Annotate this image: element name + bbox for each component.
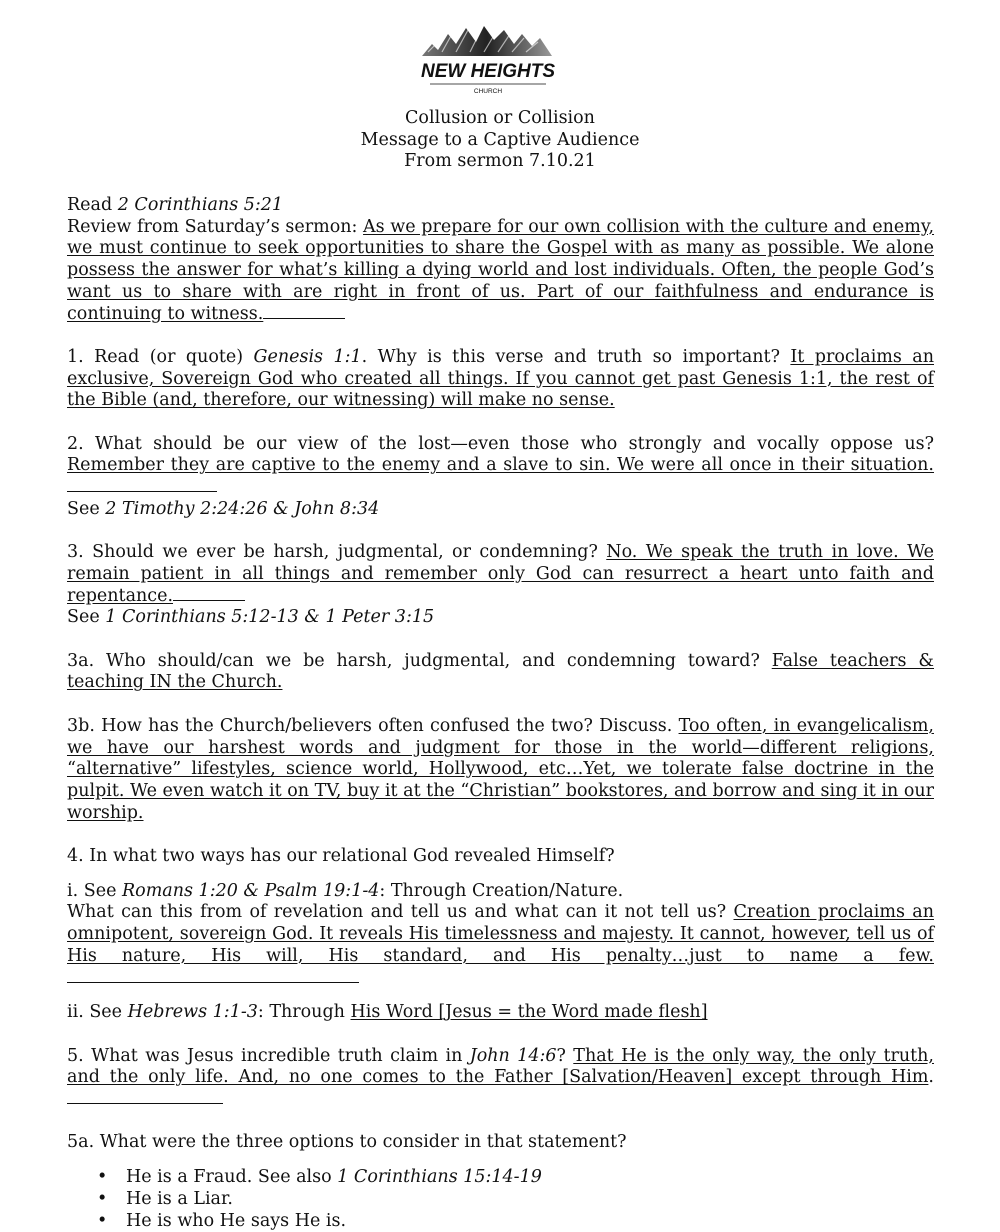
- read-line: [67, 195, 934, 217]
- scripture-ref: 1 Corinthians 5:12-13 & 1 Peter 3:15: [105, 607, 435, 628]
- bullet-icon: •: [97, 1188, 108, 1209]
- document-body: [67, 195, 934, 1232]
- document-subtitle: Message to a Captive Audience: [360, 129, 640, 150]
- answer-blank: [67, 1089, 223, 1104]
- question-3b: 3b. How has the Church/believers often confused the two? Discuss. Too often, in evangelicalism, we have our harshest words and judgment for those in the world—different religions, “alternative” lifestyles, science world, Hollywood, etc…Yet, we tolerate false doctrine in the pulpit. We even watch it on TV, buy it at the “Christian” bookstores, and borrow and sing it in our worship.: [67, 715, 934, 823]
- read-prefix: Read: [67, 195, 118, 215]
- options-list: [67, 1167, 934, 1232]
- answer-text: His Word [Jesus = the Word made flesh]: [350, 1002, 708, 1023]
- scripture-ref: Romans 1:20 & Psalm 19:1-4: [122, 880, 380, 901]
- scripture-ref: Hebrews 1:1-3: [127, 1002, 258, 1023]
- answer-text: It proclaims an exclusive, Sovereign God who created all things. If you cannot get past Genesis 1:1, the rest of the Bible (and, therefore, our witnessing) will make no sense.: [67, 346, 934, 411]
- see-reference: See 2 Timothy 2:24:26 & John 8:34: [67, 498, 380, 519]
- question-4-i: i. See Romans 1:20 & Psalm 19:1-4: Through Creation/Nature. What can this from of revelation and tell us and what can it not tell us? Creation proclaims an omnipotent, sovereign God. It reveals His timelessness and majesty. It cannot, however, tell us of His nature, His will, His standard, and His penalty…just to name a few.: [67, 881, 934, 990]
- scripture-ref: 2 Timothy 2:24:26 & John 8:34: [105, 498, 380, 519]
- scripture-ref: Genesis 1:1: [253, 346, 362, 367]
- question-2: 2. What should be our view of the lost—even those who strongly and vocally oppose us? Remember they are captive to the enemy and a slave to sin. We were all once in their situation. See 2 Timothy 2:24:26 & John 8:34: [67, 433, 934, 519]
- scripture-ref: 1 Corinthians 15:14-19: [337, 1167, 542, 1188]
- answer-blank: [67, 968, 359, 983]
- question-3a: 3a. Who should/can we be harsh, judgmental, and condemning toward? False teachers & teaching IN the Church.: [67, 650, 934, 693]
- answer-text: Too often, in evangelicalism, we have our harshest words and judgment for those in the world—different religions, “alternative” lifestyles, science world, Hollywood, etc…Yet, we tolerate false doctrine in the pulpit. We even watch it on TV, buy it at the “Christian” bookstores, and borrow and sing it in our worship.: [67, 715, 934, 823]
- answer-text: Remember they are captive to the enemy and a slave to sin. We were all once in their situation.: [67, 455, 934, 476]
- see-reference: See 1 Corinthians 5:12-13 & 1 Peter 3:15: [67, 607, 435, 628]
- logo-subtitle: CHURCH: [473, 88, 503, 95]
- church-logo: [418, 22, 558, 98]
- document-title: Collusion or Collision: [405, 108, 595, 128]
- question-5a: 5a. What were the three options to consider in that statement?: [67, 1132, 627, 1153]
- question-5: 5. What was Jesus incredible truth claim in John 14:6? That He is the only way, the only truth, and the only life. And, no one comes to the Father [Salvation/Heaven] except through Him.: [67, 1046, 934, 1111]
- mountain-logo-icon: [418, 22, 558, 98]
- bullet-icon: •: [97, 1210, 108, 1231]
- sermon-date: From sermon 7.10.21: [404, 151, 596, 172]
- answer-text: False teachers & teaching IN the Church.: [67, 650, 934, 693]
- question-4-ii: ii. See Hebrews 1:1-3: Through His Word [Jesus = the Word made flesh]: [67, 1002, 708, 1023]
- list-item: • He is a Fraud. See also 1 Corinthians 15:14-19: [97, 1167, 542, 1188]
- review-prefix: Review from Saturday’s sermon:: [67, 216, 364, 237]
- answer-text: No. We speak the truth in love. We remain patient in all things and remember only God can resurrect a heart unto faith and repentance.: [67, 542, 934, 606]
- answer-text: That He is the only way, the only truth, and the only life. And, no one comes to the Father [Salvation/Heaven] except through Him: [67, 1045, 934, 1088]
- bullet-icon: •: [97, 1167, 108, 1188]
- answer-blank: [263, 304, 345, 319]
- list-item: • He is a Liar.: [97, 1188, 233, 1209]
- answer-blank: [173, 586, 245, 601]
- review-paragraph: [67, 217, 934, 326]
- answer-text: Creation proclaims an omnipotent, sovereign God. It reveals His timelessness and majesty. It cannot, however, tell us of His nature, His will, His standard, and His penalty…just to name a few.: [67, 902, 934, 966]
- review-block: [67, 195, 934, 325]
- list-item: • He is who He says He is.: [97, 1210, 347, 1231]
- question-1: 1. Read (or quote) Genesis 1:1. Why is this verse and truth so important? It proclaims an exclusive, Sovereign God who created all things. If you cannot get past Genesis 1:1, the rest of the Bible (and, therefore, our witnessing) will make no sense.: [67, 346, 934, 411]
- scripture-ref: John 14:6: [469, 1045, 557, 1066]
- answer-text: As we prepare for our own collision with the culture and enemy, we must continue to seek opportunities to share the Gospel with as many as possible. We alone possess the answer for what’s killing a dying world and lost individuals. Often, the people God’s want us to share with are right in front of us. Part of our faithfulness and endurance is continuing to witness.: [67, 216, 935, 324]
- question-3: 3. Should we ever be harsh, judgmental, or condemning? No. We speak the truth in love. We remain patient in all things and remember only God can resurrect a heart unto faith and repentance. See 1 Corinthians 5:12-13 & 1 Peter 3:15: [67, 542, 934, 628]
- scripture-ref: 2 Corinthians 5:21: [117, 195, 284, 215]
- answer-blank: [67, 477, 217, 492]
- logo-name: NEW HEIGHTS: [420, 61, 556, 82]
- question-4: 4. In what two ways has our relational God revealed Himself?: [67, 846, 615, 866]
- document-header: [0, 108, 1000, 173]
